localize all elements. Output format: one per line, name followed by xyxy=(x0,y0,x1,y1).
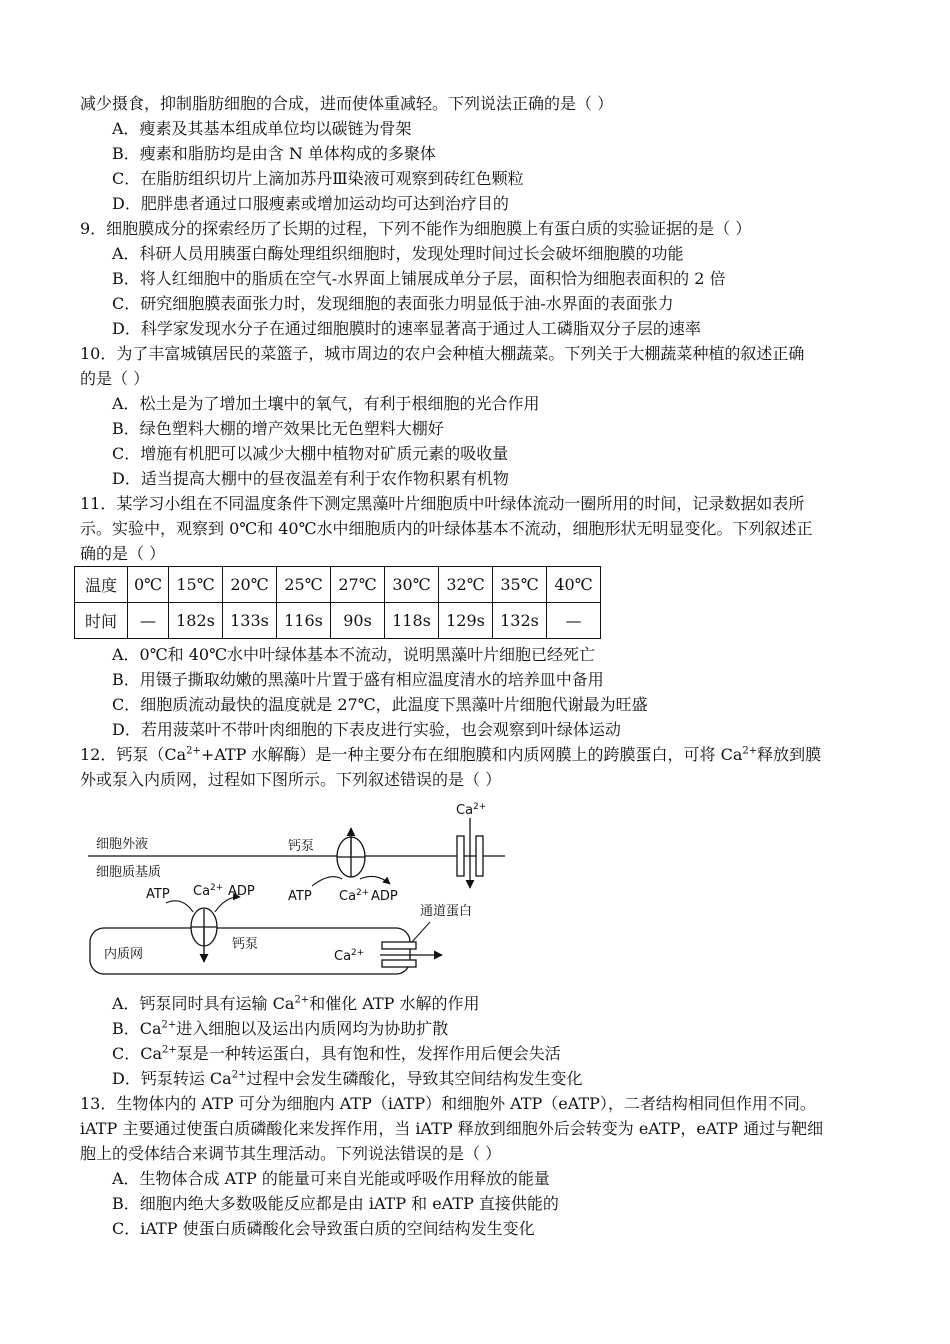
option-d: D．若用菠菜叶不带叶肉细胞的下表皮进行实验，也会观察到叶绿体运动 xyxy=(112,720,621,739)
option-a: A．钙泵同时具有运输 $Ca^{2+}$和催化 ATP 水解的作用 xyxy=(112,994,480,1013)
extracellular-label: 细胞外液 xyxy=(96,837,149,852)
temperature-table xyxy=(74,566,601,639)
pump-label: 钙泵 xyxy=(288,839,315,854)
option-c: C．增施有机肥可以减少大棚中植物对矿质元素的吸收量 xyxy=(112,444,509,463)
table-row xyxy=(75,603,601,639)
question-11: 11．某学习小组在不同温度条件下测定黑藻叶片细胞质中叶绿体流动一圈所用的时间，记录数据如表所 xyxy=(80,494,805,513)
option-c: C．在脂肪组织切片上滴加苏丹Ⅲ染液可观察到砖红色颗粒 xyxy=(112,169,524,188)
option-b: B．将人红细胞中的脂质在空气-水界面上铺展成单分子层，面积恰为细胞表面积的 2 倍 xyxy=(112,269,726,288)
question-13: 13．生物体内的 ATP 可分为细胞内 ATP（iATP）和细胞外 ATP（eATP），二者结构相同但作用不同。 xyxy=(80,1094,816,1113)
text-line: 减少摄食，抑制脂肪细胞的合成，进而使体重减轻。下列说法正确的是（ ） xyxy=(80,94,614,113)
question-9: 9．细胞膜成分的探索经历了长期的过程，下列不能作为细胞膜上有蛋白质的实验证据的是（ ） xyxy=(80,219,752,238)
table-cell: 40℃ xyxy=(547,567,601,603)
option-d: D．科学家发现水分子在通过细胞膜时的速率显著高于通过人工磷脂双分子层的速率 xyxy=(112,319,701,338)
question-11-cont: 示。实验中，观察到 0℃和 40℃水中细胞质内的叶绿体基本不流动，细胞形状无明显变化。下列叙述正 xyxy=(80,519,813,538)
option-a: A．松土是为了增加土壤中的氧气，有利于根细胞的光合作用 xyxy=(112,394,540,413)
option-d: D．肥胖患者通过口服瘦素或增加运动均可达到治疗目的 xyxy=(112,194,509,213)
ca-label: $Ca^{2+}$ xyxy=(339,888,370,904)
atp-label: ATP xyxy=(288,889,312,904)
table-cell: 118s xyxy=(385,603,439,639)
option-b: B．细胞内绝大多数吸能反应都是由 iATP 和 eATP 直接供能的 xyxy=(112,1194,559,1213)
table-cell: — xyxy=(128,603,169,639)
option-c: C．细胞质流动最快的温度就是 27℃，此温度下黑藻叶片细胞代谢最为旺盛 xyxy=(112,695,648,714)
question-11-cont: 确的是（ ） xyxy=(80,544,166,563)
option-b: B．$Ca^{2+}$进入细胞以及运出内质网均为协助扩散 xyxy=(112,1019,449,1038)
table-cell: 27℃ xyxy=(331,567,385,603)
table-header-cell: 时间 xyxy=(75,603,128,639)
question-12: 12．钙泵（$Ca^{2+}+ATP$ 水解酶）是一种主要分布在细胞膜和内质网膜上的跨膜蛋白，可将 $Ca^{2+}$释放到膜 xyxy=(80,745,822,764)
option-a: A．科研人员用胰蛋白酶处理组织细胞时，发现处理时间过长会破坏细胞膜的功能 xyxy=(112,244,684,263)
ca-label: $Ca^{2+}$ xyxy=(193,883,224,899)
question-10: 10．为了丰富城镇居民的菜篮子，城市周边的农户会种植大棚蔬菜。下列关于大棚蔬菜种植的叙述正确 xyxy=(80,344,805,363)
option-b: B．瘦素和脂肪均是由含 N 单体构成的多聚体 xyxy=(112,144,436,163)
table-cell: 132s xyxy=(493,603,547,639)
table-cell: — xyxy=(547,603,601,639)
option-c: C．iATP 使蛋白质磷酸化会导致蛋白质的空间结构发生变化 xyxy=(112,1219,535,1238)
table-cell: 90s xyxy=(331,603,385,639)
pump-label: 钙泵 xyxy=(232,937,259,952)
question-10-cont: 的是（ ） xyxy=(80,369,150,388)
table-cell: 129s xyxy=(439,603,493,639)
question-13-cont: 胞上的受体结合来调节其生理活动。下列说法错误的是（ ） xyxy=(80,1144,502,1163)
ca-label: $Ca^{2+}$ xyxy=(456,802,487,818)
channel-protein-icon xyxy=(457,836,464,876)
channel-label: 通道蛋白 xyxy=(420,904,473,919)
option-b: B．用镊子撕取幼嫩的黑藻叶片置于盛有相应温度清水的培养皿中备用 xyxy=(112,670,604,689)
question-13-cont: iATP 主要通过使蛋白质磷酸化来发挥作用，当 iATP 释放到细胞外后会转变为 eATP，eATP 通过与靶细 xyxy=(80,1119,824,1138)
table-cell: 133s xyxy=(223,603,277,639)
option-a: A．0℃和 40℃水中叶绿体基本不流动，说明黑藻叶片细胞已经死亡 xyxy=(112,645,595,664)
option-d: D．钙泵转运 $Ca^{2+}$过程中会发生磷酸化，导致其空间结构发生变化 xyxy=(112,1069,583,1088)
ca-label: $Ca^{2+}$ xyxy=(334,948,365,964)
question-12-cont: 外或泵入内质网，过程如下图所示。下列叙述错误的是（ ） xyxy=(80,770,502,789)
table-cell: 20℃ xyxy=(223,567,277,603)
table-cell: 182s xyxy=(169,603,223,639)
option-a: A．瘦素及其基本组成单位均以碳链为骨架 xyxy=(112,119,412,138)
table-cell: 35℃ xyxy=(493,567,547,603)
calcium-pump-diagram xyxy=(80,800,520,988)
option-c: C．研究细胞膜表面张力时，发现细胞的表面张力明显低于油-水界面的表面张力 xyxy=(112,294,674,313)
option-b: B．绿色塑料大棚的增产效果比无色塑料大棚好 xyxy=(112,419,444,438)
option-c: C．$Ca^{2+}$泵是一种转运蛋白，具有饱和性，发挥作用后便会失活 xyxy=(112,1044,561,1063)
table-cell: 116s xyxy=(277,603,331,639)
atp-label: ATP xyxy=(146,887,170,902)
table-cell: 15℃ xyxy=(169,567,223,603)
er-label: 内质网 xyxy=(104,947,144,962)
table-cell: 0℃ xyxy=(128,567,169,603)
cytoplasm-label: 细胞质基质 xyxy=(96,865,162,880)
table-header-cell: 温度 xyxy=(75,567,128,603)
adp-label: ADP xyxy=(371,889,398,904)
table-cell: 30℃ xyxy=(385,567,439,603)
table-row xyxy=(75,567,601,603)
option-a: A．生物体合成 ATP 的能量可来自光能或呼吸作用释放的能量 xyxy=(112,1169,550,1188)
table-cell: 25℃ xyxy=(277,567,331,603)
channel-protein-icon xyxy=(382,942,416,949)
adp-label: ADP xyxy=(228,884,255,899)
option-d: D．适当提高大棚中的昼夜温差有利于农作物积累有机物 xyxy=(112,469,509,488)
table-cell: 32℃ xyxy=(439,567,493,603)
